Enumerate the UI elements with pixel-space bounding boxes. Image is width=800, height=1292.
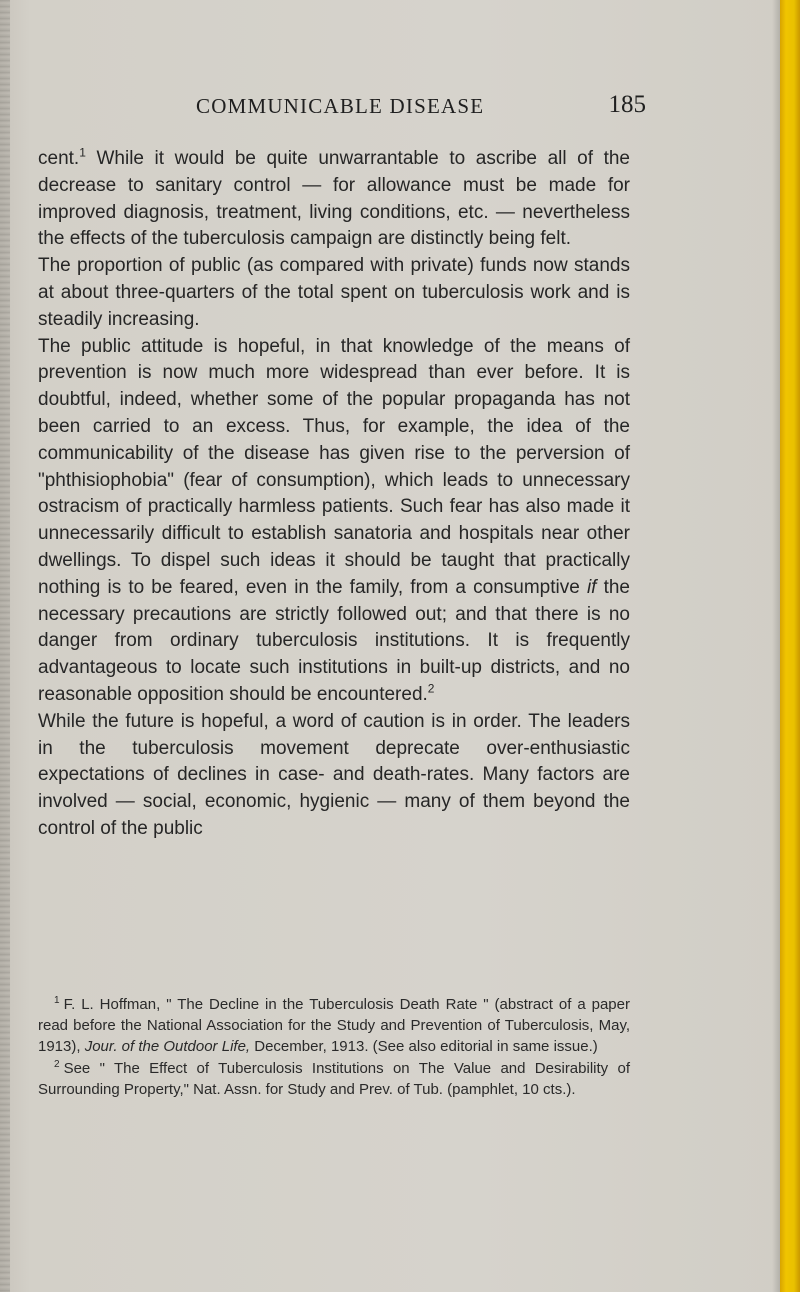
footnote-ref-2: 2 — [427, 681, 435, 696]
paragraph-3-part-b: the necessary precautions are strictly followed out; and that there is no danger from ordinary tuberculosis institutions. It is frequently advantageous to locate such institutions in built-up districts, and no reasonable opposition should be encountered. — [38, 576, 630, 705]
footnote-1-italic: Jour. of the Outdoor Life, — [84, 1038, 251, 1056]
footnote-1-mark: 1 — [54, 995, 60, 1006]
footnote-1-part-a: F. L. Hoffman, " The Decline in the Tuberculosis Death Rate " (abstract of a paper read before the National Association for the Study and Prevention of Tuberculosis, May, 1913), — [38, 996, 630, 1056]
paragraph-3 — [38, 334, 630, 709]
footnote-1 — [38, 994, 630, 1058]
book-cover-edge — [780, 0, 800, 1292]
footnote-2-text: See " The Effect of Tuberculosis Institutions on The Value and Desirability of Surrounding Property," Nat. Assn. for Study and Prev. of Tub. (pamphlet, 10 cts.). — [38, 1059, 630, 1098]
page-number: 185 — [608, 91, 646, 118]
paragraph-2: The proportion of public (as compared with private) funds now stands at about three-quarters of the total spent on tuberculosis work and is steadily increasing. — [38, 255, 630, 330]
paragraph-1-rest: While it would be quite unwarrantable to ascribe all of the decrease to sanitary control — for allowance must be made for improved diagnosis, treatment, living conditions, etc. — nevertheless the effects of the tuberculosis campaign are distinctly being felt. — [38, 148, 630, 250]
page-edge-shadow — [0, 0, 10, 1292]
page-header — [196, 91, 646, 124]
paragraph-1 — [38, 146, 630, 253]
footnote-ref-1: 1 — [79, 145, 86, 160]
body-text — [38, 146, 630, 843]
footnote-2-mark: 2 — [54, 1058, 60, 1070]
running-head: COMMUNICABLE DISEASE — [196, 94, 485, 118]
paragraph-4: While the future is hopeful, a word of caution is in order. The leaders in the tuberculosis movement deprecate over-enthusiastic expectations of declines in case- and death-rates. Many factors are involved — social, economic, hygienic — many of them beyond the control of the public — [38, 710, 630, 839]
paragraph-3-part-a: The public attitude is hopeful, in that knowledge of the means of prevention is now much more widespread than ever before. It is doubtful, indeed, whether some of the popular propaganda has not been carried to an excess. Thus, for example, the idea of the communicability of the disease has given rise to the perversion of "phthisiophobia" (fear of consumption), which leads to unnecessary ostracism of practically harmless patients. Such fear has also made it unnecessarily difficult to establish sanatoria and hospitals near other dwellings. To dispel such ideas it should be taught that practically nothing is to be feared, even in the family, from a consumptive — [38, 335, 630, 598]
footnote-2 — [38, 1058, 630, 1100]
footnote-1-part-b: December, 1913. (See also editorial in same issue.) — [250, 1038, 598, 1056]
paragraph-3-italic: if — [586, 576, 597, 598]
footnotes — [38, 994, 630, 1100]
paragraph-1-start: cent. — [38, 148, 80, 169]
